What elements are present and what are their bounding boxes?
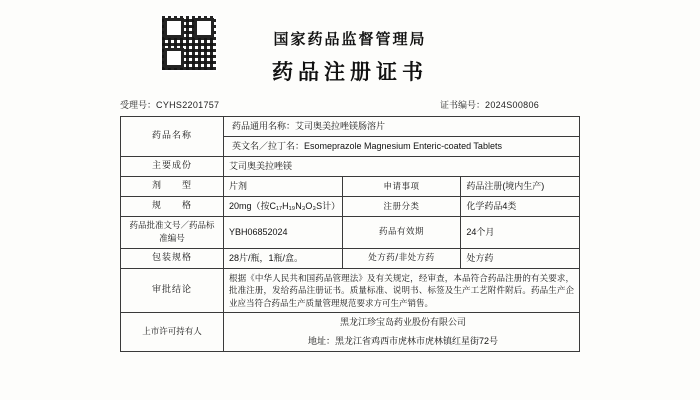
holder-name: 黑龙江珍宝岛药业股份有限公司 <box>339 316 466 327</box>
approval-conclusion-label: 审批结论 <box>121 268 224 312</box>
drug-name-label: 药品名称 <box>121 117 224 157</box>
acceptance-number-value: CYHS2201757 <box>156 100 220 110</box>
validity-label: 药品有效期 <box>342 217 461 249</box>
meta-row <box>120 96 580 114</box>
active-ingredient-label: 主要成份 <box>121 157 224 177</box>
rx-value: 处方药 <box>461 248 580 268</box>
dosage-form-label: 剂 型 <box>121 177 224 197</box>
holder-address: 地址：黑龙江省鸡西市虎林市虎林镇红星街72号 <box>307 335 498 346</box>
application-item-value: 药品注册(境内生产) <box>461 177 580 197</box>
active-ingredient-value: 艾司奥美拉唑镁 <box>224 157 580 177</box>
table-row <box>121 217 580 249</box>
generic-name-line <box>224 117 579 137</box>
english-name-key: 英文名／拉丁名： <box>232 141 305 152</box>
certificate-table <box>120 116 580 352</box>
table-row <box>121 268 580 312</box>
application-item-label: 申请事项 <box>342 177 461 197</box>
holder-label: 上市许可持有人 <box>121 312 224 351</box>
table-row <box>121 312 580 351</box>
package-spec-value: 28片/瓶，1瓶/盒。 <box>224 248 343 268</box>
holder-cell <box>224 312 580 351</box>
certificate-header <box>0 0 700 96</box>
table-row <box>121 117 580 157</box>
acceptance-number-label: 受理号： <box>120 100 157 110</box>
generic-name-value: 艾司奥美拉唑镁肠溶片 <box>295 121 386 131</box>
spec-value: 20mg（按C₁₇H₁₉N₃O₃S计） <box>224 197 343 217</box>
package-spec-label: 包装规格 <box>121 248 224 268</box>
standard-code-value: YBH06852024 <box>224 217 343 249</box>
certificate-number-value: 2024S00806 <box>485 100 540 110</box>
validity-value: 24个月 <box>461 217 580 249</box>
document-title: 药品注册证书 <box>272 59 428 84</box>
registration-class-label: 注册分类 <box>342 197 461 217</box>
acceptance-number <box>120 98 219 111</box>
english-name-line <box>224 137 579 156</box>
drug-name-cell <box>224 117 580 157</box>
table-row <box>121 177 580 197</box>
rx-label: 处方药/非处方药 <box>342 248 461 268</box>
generic-name-key: 药品通用名称： <box>232 121 296 131</box>
english-name-value: Esomeprazole Magnesium Enteric-coated Tablets <box>304 141 502 152</box>
certificate-number-label: 证书编号： <box>440 100 486 110</box>
approval-conclusion-value: 根据《中华人民共和国药品管理法》及有关规定，经审查，本品符合药品注册的有关要求，批准注册，发给药品注册证书。质量标准、说明书、标签及生产工艺附件附后。药品生产企业应当符合药品生产质量管理规范要求方可生产销售。 <box>224 268 580 312</box>
certificate-number <box>440 98 539 111</box>
dosage-form-value: 片剂 <box>224 177 343 197</box>
spec-label: 规 格 <box>121 197 224 217</box>
table-row <box>121 248 580 268</box>
issuing-organization: 国家药品监督管理局 <box>273 30 427 48</box>
certificate-table-wrapper <box>120 116 580 352</box>
table-row <box>121 197 580 217</box>
standard-code-label: 药品批准文号／药品标准编号 <box>121 217 224 249</box>
table-row <box>121 157 580 177</box>
registration-class-value: 化学药品4类 <box>461 197 580 217</box>
